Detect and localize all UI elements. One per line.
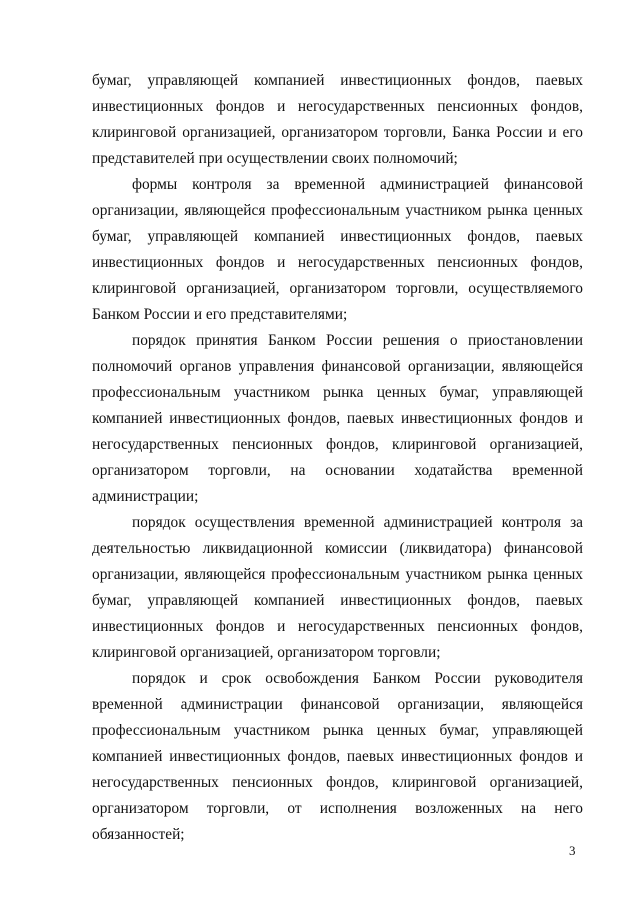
page-number: 3: [569, 843, 576, 858]
document-body: [92, 68, 583, 848]
paragraph-liquidation-control: порядок осуществления временной администрацией контроля за деятельностью ликвидационной комиссии (ликвидатора) финансовой организации, являющейся профессиональным участником рынка ценных бумаг, управляющей компанией инвестиционных фондов, паевых инвестиционных фондов и негосударственных пенсионных фондов, клиринговой организацией, организатором торговли;: [92, 514, 583, 661]
paragraph-control-forms: формы контроля за временной администрацией финансовой организации, являющейся профессиональным участником рынка ценных бумаг, управляющей компанией инвестиционных фондов, паевых инвестиционных фондов и негосударственных пенсионных фондов, клиринговой организацией, организатором торговли, осуществляемого Банком России и его представителями;: [92, 176, 583, 323]
paragraph-continued: бумаг, управляющей компанией инвестиционных фондов, паевых инвестиционных фондов и негосударственных пенсионных фондов, клиринговой организацией, организатором торговли, Банка России и его представителей при осуществлении своих полномочий;: [92, 72, 583, 167]
paragraph-suspension-procedure: порядок принятия Банком России решения о приостановлении полномочий органов управления финансовой организации, являющейся профессиональным участником рынка ценных бумаг, управляющей компанией инвестиционных фондов, паевых инвестиционных фондов и негосударственных пенсионных фондов, клиринговой организацией, организатором торговли, на основании ходатайства временной администрации;: [92, 332, 583, 505]
paragraph-release-procedure: порядок и срок освобождения Банком России руководителя временной администрации финансовой организации, являющейся профессиональным участником рынка ценных бумаг, управляющей компанией инвестиционных фондов, паевых инвестиционных фондов и негосударственных пенсионных фондов, клиринговой организацией, организатором торговли, от исполнения возложенных на него обязанностей;: [92, 670, 583, 843]
